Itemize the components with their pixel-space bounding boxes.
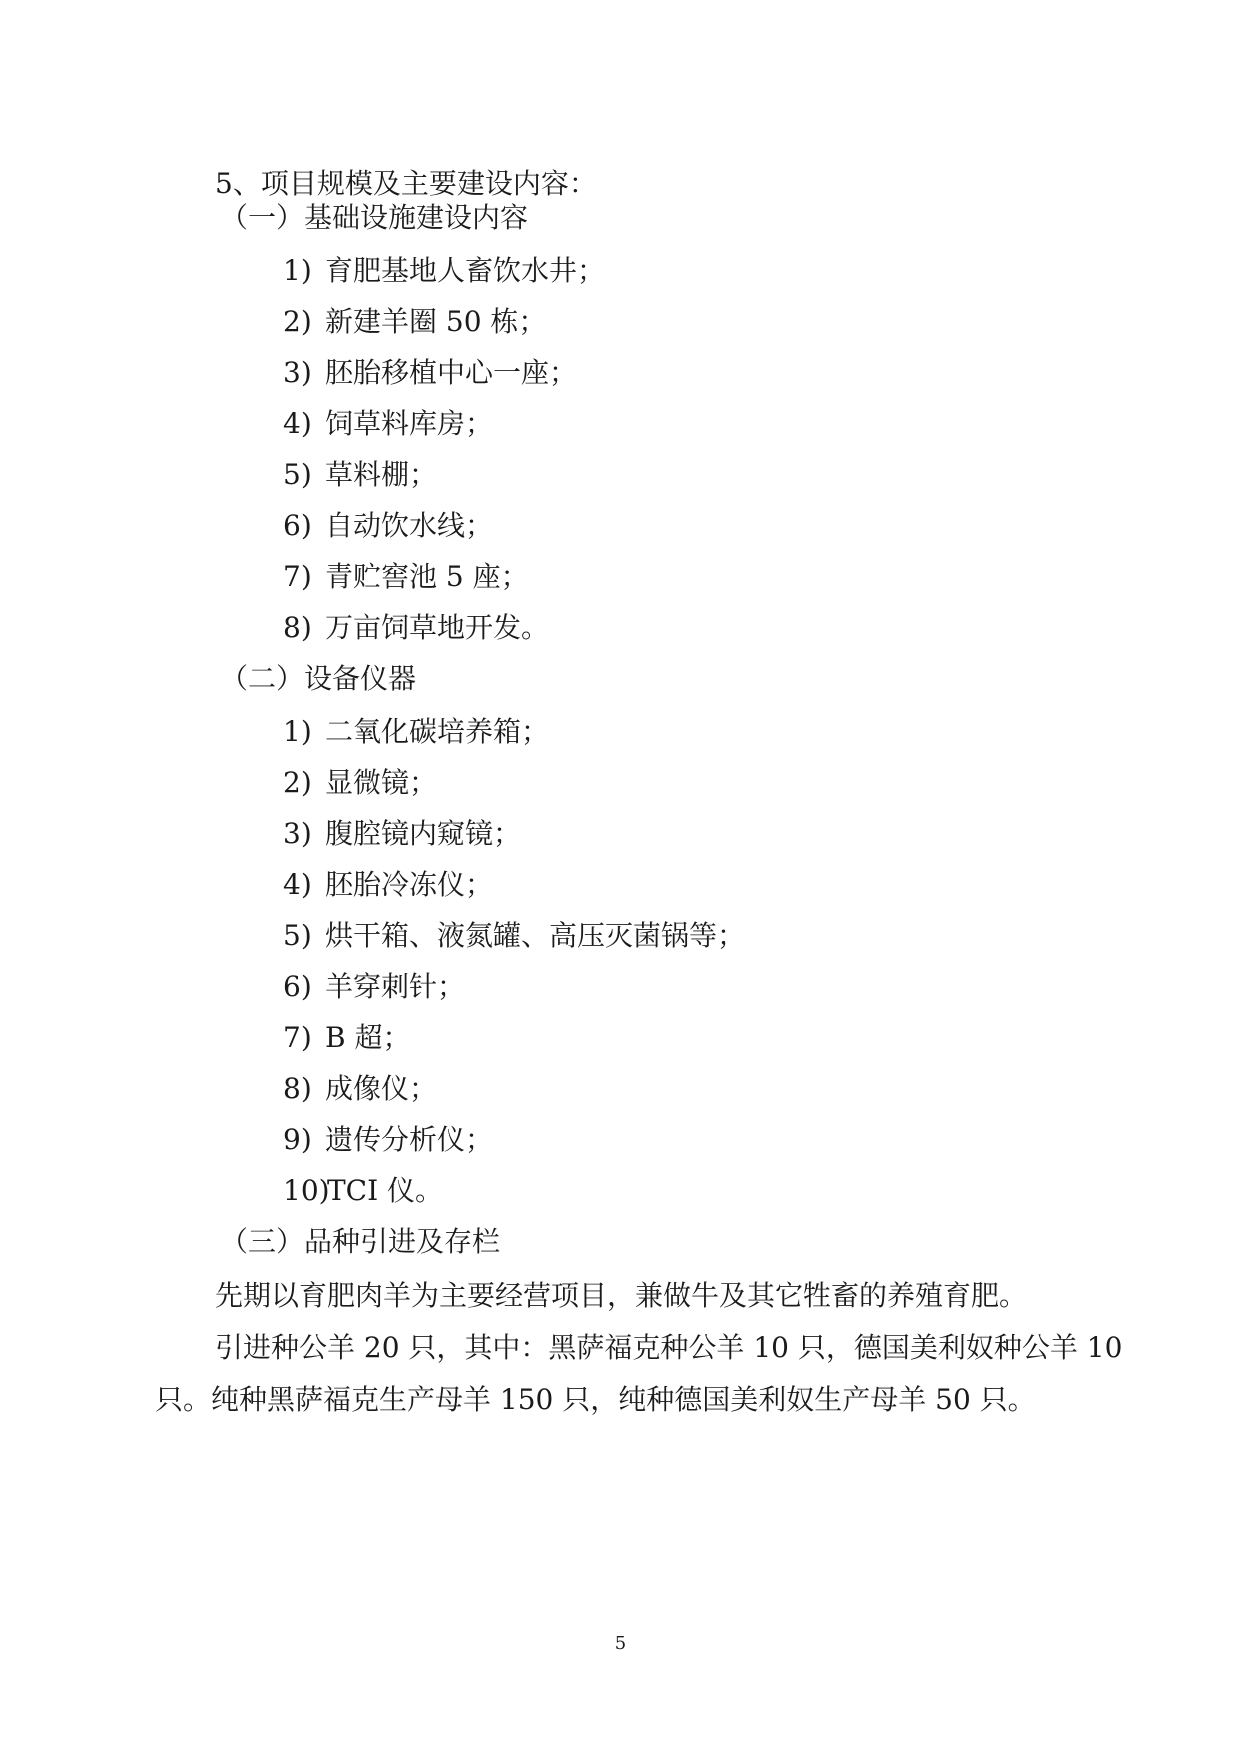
list-item-number: 1) [283,715,312,748]
list-item-number: 9) [283,1123,312,1156]
list-item-text: 草料棚； [325,458,438,491]
list-item-text: 新建羊圈 50 栋； [325,305,547,338]
list-item-text: 胚胎冷冻仪； [325,868,494,901]
list-item [283,763,437,803]
list-item-number: 7) [283,560,312,593]
list-item [283,1018,410,1058]
list-item-number: 6) [283,970,312,1003]
list-item-text: 腹腔镜内窥镜； [325,817,522,850]
list-item-text: 青贮窖池 5 座； [325,560,529,593]
list-item-number: 4) [283,868,312,901]
list-item-number: 2) [283,766,312,799]
subsection-title-equipment: （二）设备仪器 [220,662,417,695]
list-item [283,557,529,597]
list-item-number: 1) [283,254,312,287]
list-item [283,302,546,342]
list-item-number: 3) [283,817,312,850]
list-item-text: 烘干箱、液氮罐、高压灭菌锅等； [325,919,746,952]
page-number: 5 [614,1633,627,1654]
list-item [283,1171,443,1211]
list-item-text: 万亩饲草地开发。 [325,611,550,644]
paragraph-breeding-line2: 只。纯种黑萨福克生产母羊 150 只，纯种德国美利奴生产母羊 50 只。 [155,1383,1036,1416]
list-item-number: 10) [283,1174,330,1207]
list-item [283,1120,493,1160]
list-item-text: 羊穿刺针； [325,970,466,1003]
list-item-number: 4) [283,407,312,440]
list-item [283,865,493,905]
list-item-text: 成像仪； [325,1072,438,1105]
paragraph-operations: 先期以育肥肉羊为主要经营项目，兼做牛及其它牲畜的养殖育肥。 [215,1279,1028,1312]
list-item-number: 2) [283,305,312,338]
list-item [283,404,493,444]
list-item-number: 7) [283,1021,312,1054]
list-item-text: 二氧化碳培养箱； [325,715,550,748]
list-item-text: 显微镜； [325,766,438,799]
list-item-text: 饲草料库房； [325,407,494,440]
list-item-number: 3) [283,356,312,389]
list-item-text: 育肥基地人畜饮水井； [325,254,606,287]
list-item [283,916,745,956]
list-item [283,814,521,854]
subsection-title-breeds: （三）品种引进及存栏 [220,1225,501,1258]
list-item [283,608,549,648]
list-item-text: TCI 仪。 [327,1174,444,1207]
list-item-number: 8) [283,611,312,644]
section-heading: 5、项目规模及主要建设内容： [215,167,597,200]
list-item-number: 6) [283,509,312,542]
list-item-number: 8) [283,1072,312,1105]
paragraph-breeding-line1: 引进种公羊 20 只，其中：黑萨福克种公羊 10 只，德国美利奴种公羊 10 [215,1331,1123,1364]
list-item [283,712,549,752]
subsection-title-infrastructure: （一）基础设施建设内容 [220,201,529,234]
list-item-text: 遗传分析仪； [325,1123,494,1156]
list-item [283,1069,437,1109]
list-item-number: 5) [283,458,312,491]
list-item-text: B 超； [325,1021,411,1054]
list-item-text: 自动饮水线； [325,509,494,542]
list-item [283,967,465,1007]
list-item-number: 5) [283,919,312,952]
list-item [283,251,605,291]
list-item [283,506,493,546]
list-item-text: 胚胎移植中心一座； [325,356,578,389]
list-item [283,455,437,495]
list-item [283,353,577,393]
